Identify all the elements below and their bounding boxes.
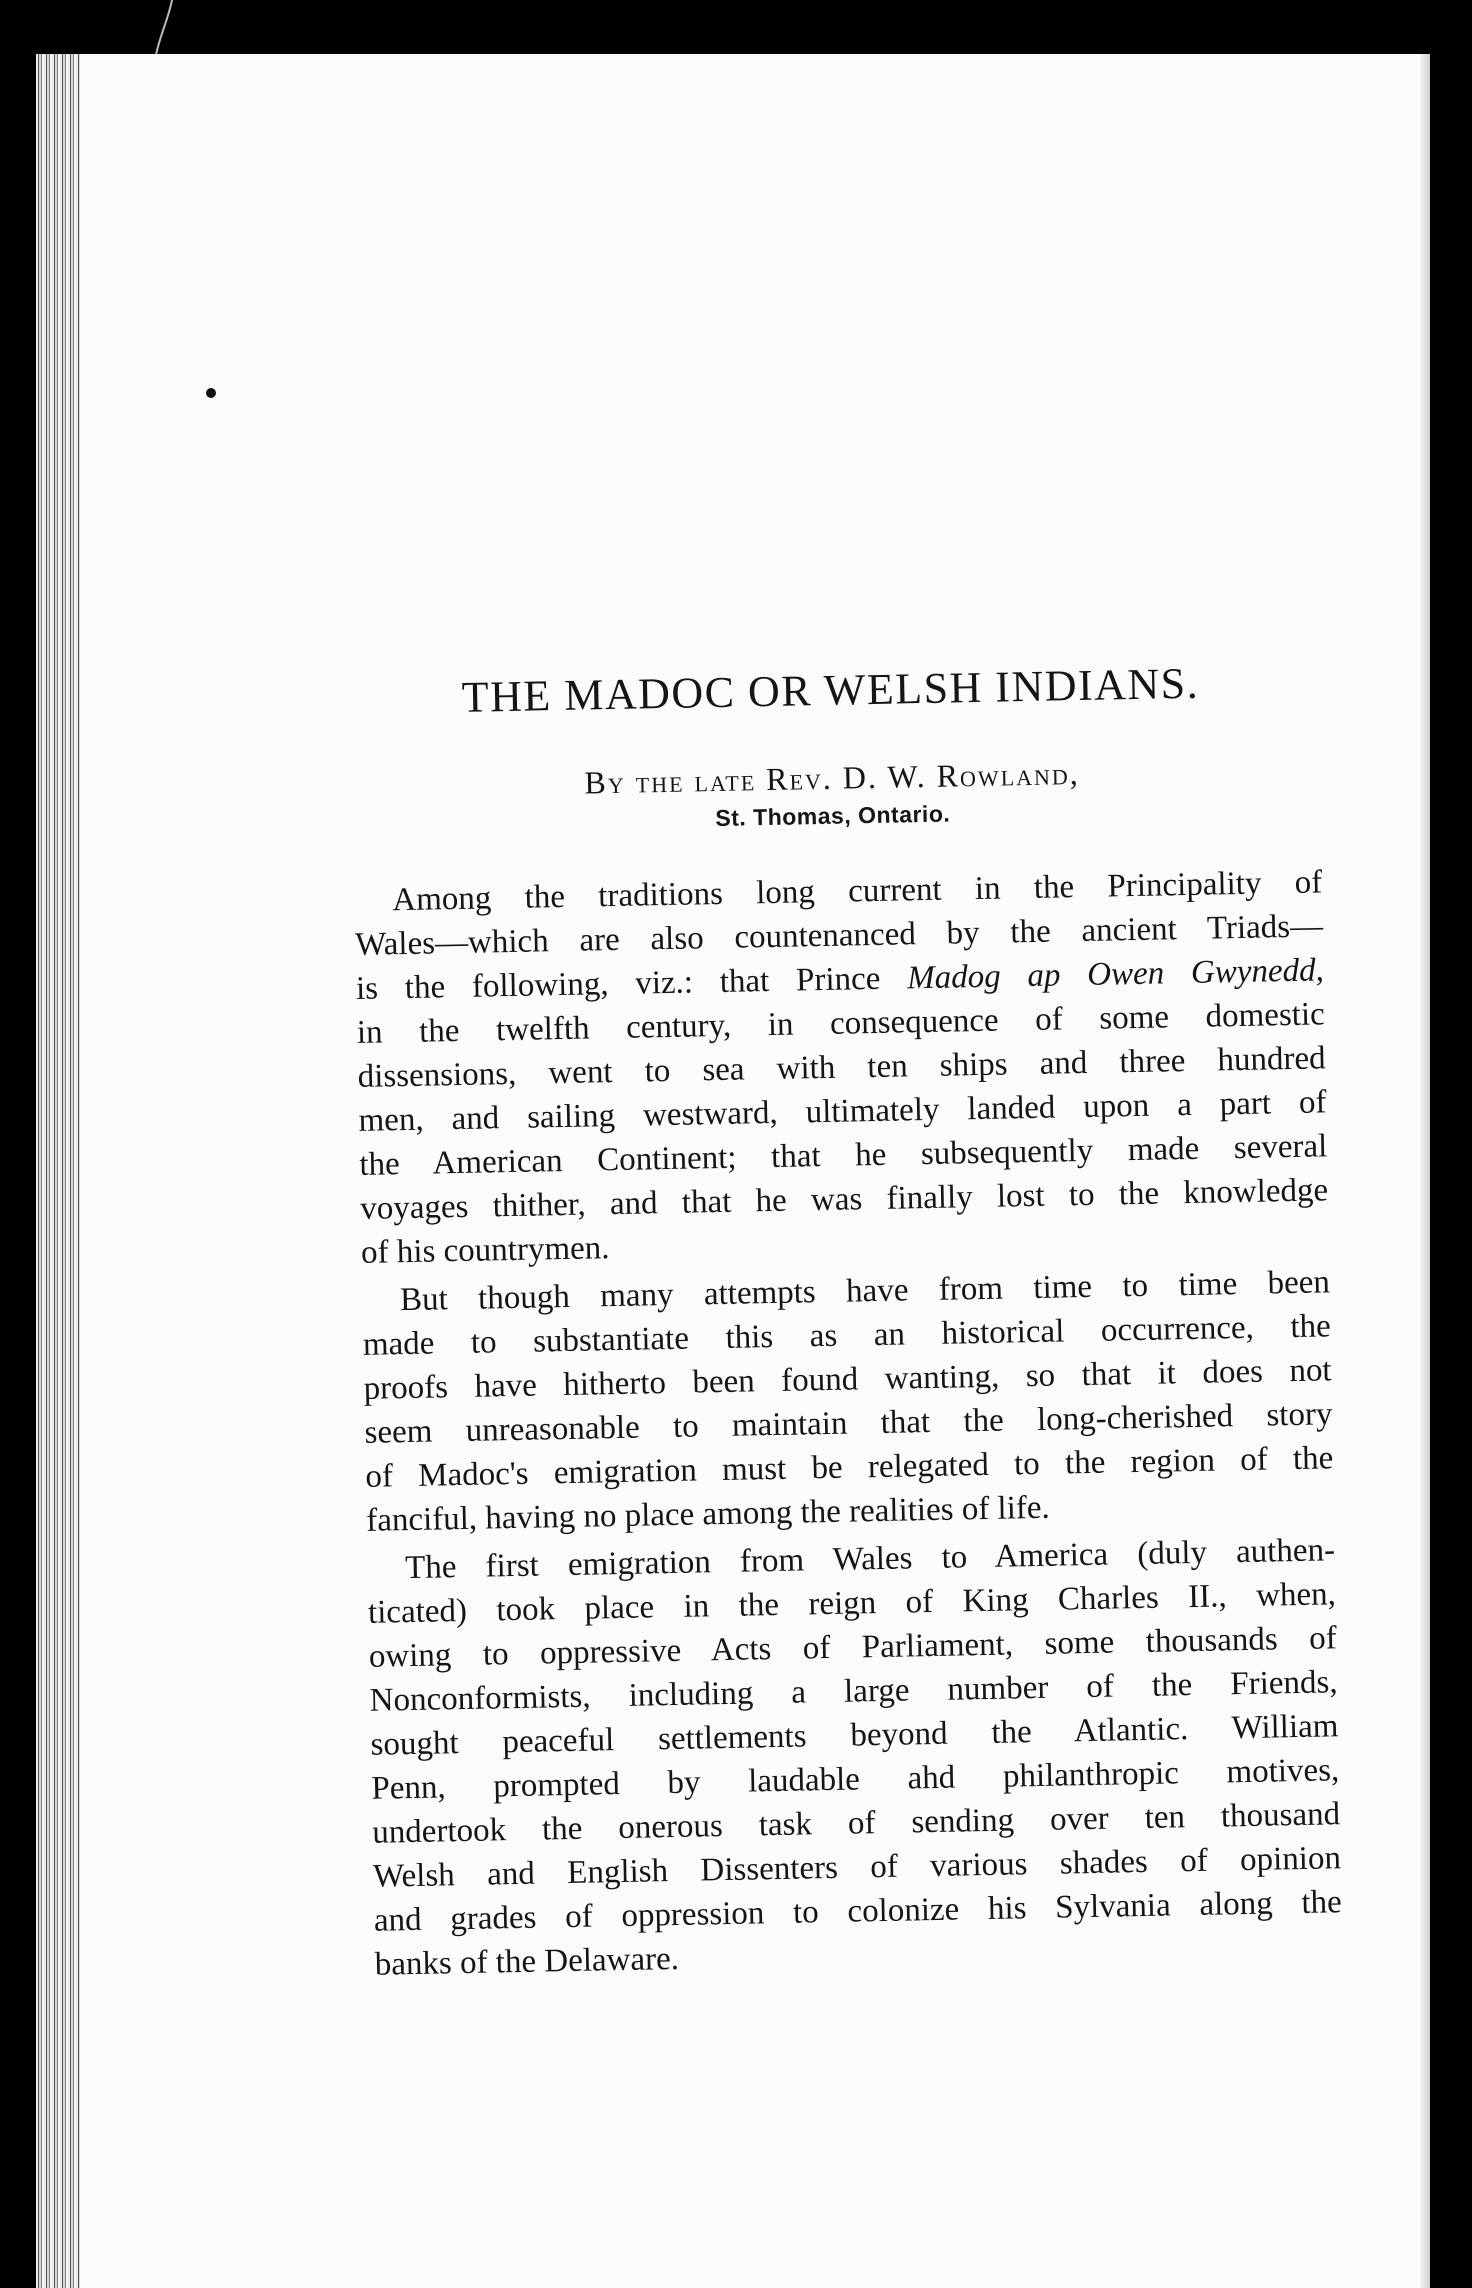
article-body: [350, 655, 1375, 1991]
page-shadow: [1420, 54, 1430, 2288]
text-line: men, and sailing westward, ultimately landed upon a part of: [358, 1084, 1327, 1139]
text-line: Among the traditions long current in the Principality of: [392, 864, 1323, 919]
text-line: Nonconformists, including a large number of the Friends,: [369, 1664, 1338, 1719]
text-line: of Madoc's emigration must be relegated to the region of the: [365, 1440, 1334, 1495]
book-page: [36, 54, 1430, 2288]
text-line: made to substantiate this as an historical occurrence, the: [362, 1308, 1332, 1363]
text-line: owing to oppressive Acts of Parliament, some thousands of: [368, 1620, 1338, 1675]
text-line: of his countrymen.: [360, 1230, 610, 1271]
text-line: proofs have hitherto been found wanting, so that it does not: [363, 1352, 1332, 1407]
text-line: undertook the onerous task of sending over ten thousand: [371, 1796, 1341, 1851]
text-line: fanciful, having no place among the realities of life.: [365, 1489, 1051, 1539]
text-line: Welsh and English Dissenters of various shades of opinion: [372, 1840, 1342, 1895]
pencil-mark: [150, 0, 190, 55]
italic-name: Madog ap Owen Gwynedd,: [906, 952, 1325, 997]
text-line: dissensions, went to sea with ten ships and three hundred: [357, 1040, 1326, 1095]
paragraph-1: [354, 860, 1329, 1275]
text-line: the American Continent; that he subsequently made several: [359, 1128, 1328, 1183]
paragraph-2: [362, 1260, 1335, 1543]
paragraph-3: [367, 1528, 1343, 1987]
text-line: in the twelfth century, in consequence of some domestic: [356, 996, 1326, 1051]
article-location: St. Thomas, Ontario.: [715, 800, 951, 832]
text-line: voyages thither, and that he was finally lost to the knowledge: [359, 1172, 1329, 1227]
text-line: But though many attempts have from time to time been: [399, 1264, 1331, 1319]
page-edge-strips: [36, 54, 80, 2288]
article-title: THE MADOC OR WELSH INDIANS.: [461, 658, 1200, 722]
ink-dot: [206, 388, 216, 398]
text-line: ticated) took place in the reign of King Charles II., when,: [367, 1576, 1337, 1631]
text-line: Wales—which are also countenanced by the ancient Triads—: [354, 908, 1324, 963]
text-fragment: is the following, viz.: that Prince: [355, 960, 908, 1007]
text-line: The first emigration from Wales to America (duly authen-: [404, 1532, 1336, 1587]
article-byline: By the late Rev. D. W. Rowland,: [584, 755, 1081, 801]
text-line: banks of the Delaware.: [374, 1940, 680, 1983]
text-line: sought peaceful settlements beyond the Atlantic. William: [370, 1708, 1339, 1763]
text-line: and grades of oppression to colonize his Sylvania along the: [373, 1884, 1343, 1939]
text-line: seem unreasonable to maintain that the long-cherished story: [364, 1396, 1333, 1451]
text-line: Penn, prompted by laudable ahd philanthropic motives,: [371, 1752, 1340, 1807]
